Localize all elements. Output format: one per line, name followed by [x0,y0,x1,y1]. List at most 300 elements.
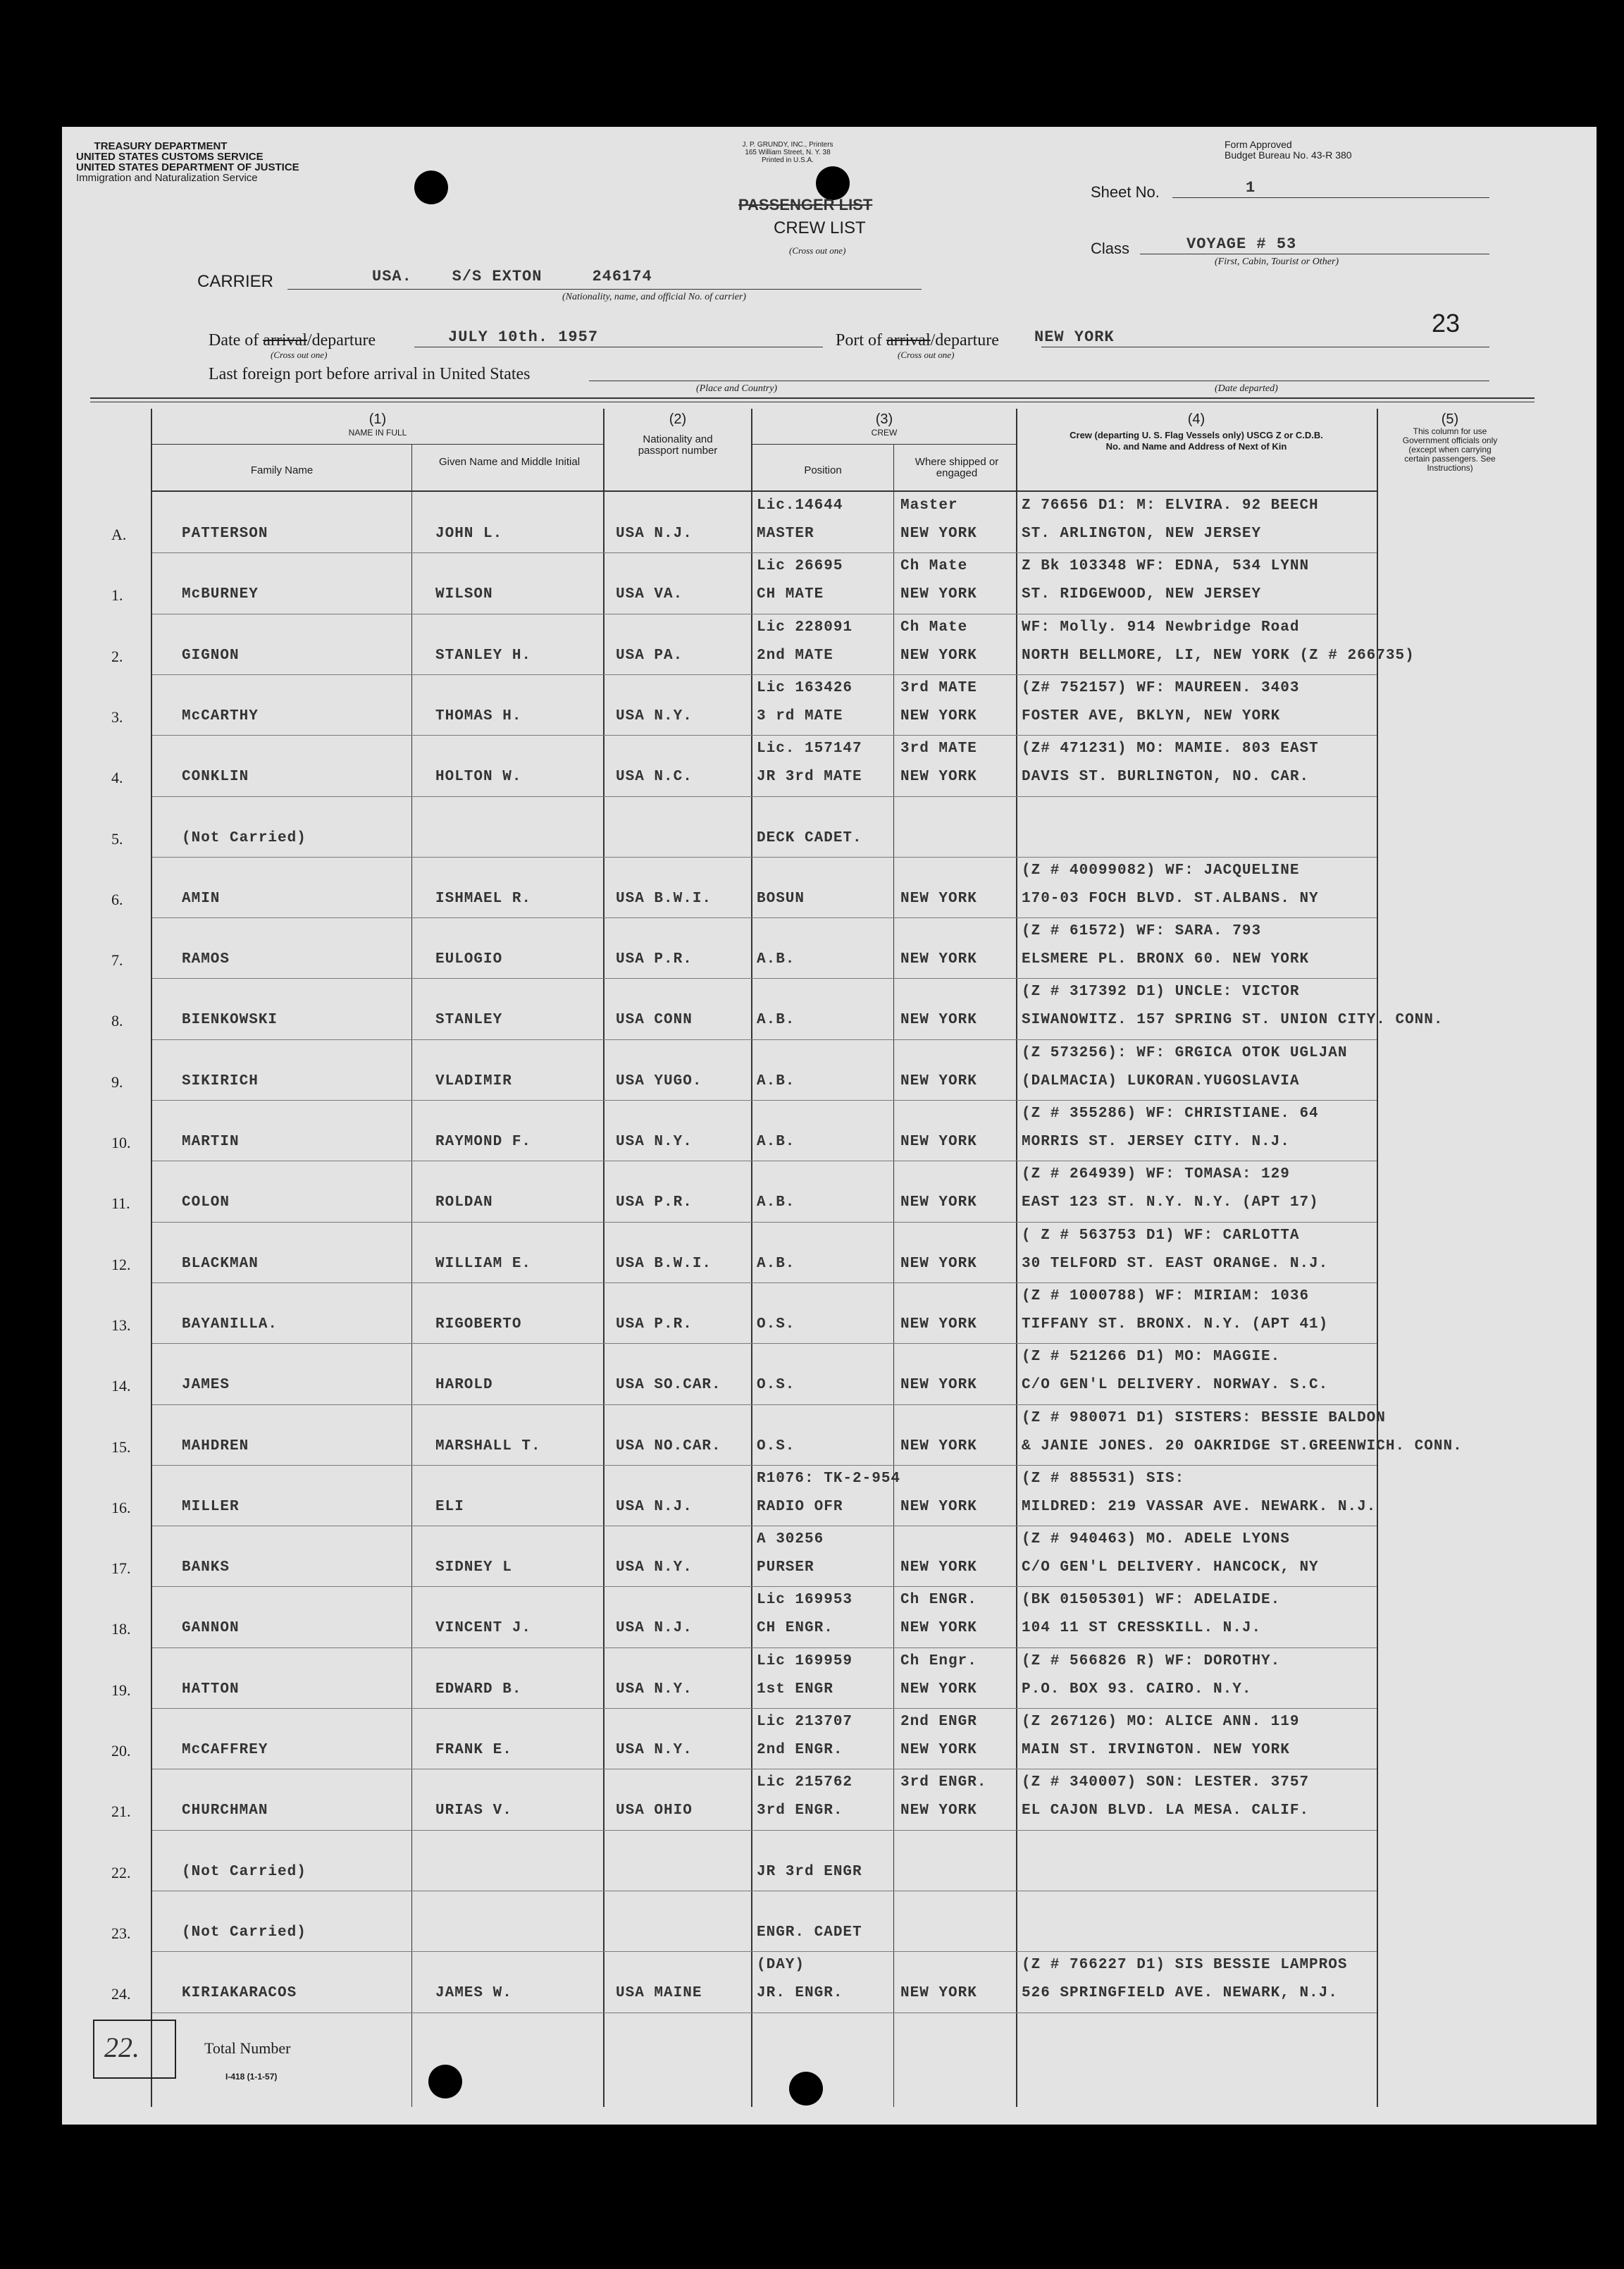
shipped-port: NEW YORK [900,647,977,664]
given-name: STANLEY [435,1012,503,1029]
row-number: 8. [111,1012,123,1030]
row-number: 17. [111,1559,131,1578]
given-name: URIAS V. [435,1803,512,1819]
shipped-port: NEW YORK [900,707,977,724]
next-of-kin-line-2: MAIN ST. IRVINGTON. NEW YORK [1022,1742,1290,1758]
document-page [62,127,1597,2125]
nationality: USA N.Y. [616,1134,693,1150]
col3-number: (3) [875,412,893,427]
row-number: 15. [111,1438,131,1456]
row-divider [152,1343,1377,1344]
nationality: USA N.J. [616,526,693,542]
row-divider [152,857,1377,858]
nationality: USA SO.CAR. [616,1377,721,1394]
license-number: Lic 213707 [757,1714,853,1730]
crew-position: A.B. [757,1072,795,1089]
col5-title: This column for use Government officials only (except when carrying certain passengers. See Instructions) [1402,426,1498,473]
license-number: Lic 228091 [757,619,853,636]
row-divider [152,1951,1377,1952]
row-number: 4. [111,769,123,787]
shipped-port: NEW YORK [900,1559,977,1576]
column-divider [411,444,412,2107]
crew-position: PURSER [757,1559,814,1576]
nationality: USA N.J. [616,1498,693,1515]
col1-number: (1) [368,412,387,427]
crew-position: 3 rd MATE [757,707,843,724]
row-number: 11. [111,1194,130,1213]
printer-line: Printed in U.S.A. [762,156,814,164]
next-of-kin-line-1: (Z# 752157) WF: MAUREEN. 3403 [1022,679,1300,696]
port-departure-text: /departure [930,331,999,350]
row-divider [152,1830,1377,1831]
sheet-label: Sheet No. [1091,183,1160,201]
next-of-kin-line-2: SIWANOWITZ. 157 SPRING ST. UNION CITY. CONN. [1022,1012,1444,1029]
last-port-label: Last foreign port before arrival in United States [209,365,531,383]
row-number: 13. [111,1316,131,1334]
given-name: EULOGIO [435,951,503,968]
row-divider [152,917,1377,918]
carrier-underline [287,289,922,290]
nationality: USA VA. [616,586,683,603]
total-value: 22. [104,2032,140,2063]
given-name: HOLTON W. [435,769,522,786]
row-number: 6. [111,890,123,908]
nationality: USA P.R. [616,1194,693,1211]
shipped-port: NEW YORK [900,1620,977,1637]
agency-line: Immigration and Naturalization Service [76,172,258,184]
shipped-port: NEW YORK [900,890,977,907]
shipped-rating: 2nd ENGR [900,1714,977,1730]
next-of-kin-line-1: WF: Molly. 914 Newbridge Road [1022,619,1300,636]
shipped-rating: Ch Mate [900,619,968,636]
column-divider [1016,409,1017,2107]
total-label: Total Number [204,2039,291,2057]
row-divider [152,735,1377,736]
col3-header [752,412,1016,438]
nationality: USA NO.CAR. [616,1438,721,1454]
nationality: USA MAINE [616,1985,702,2002]
next-of-kin-line-1: (Z # 1000788) WF: MIRIAM: 1036 [1022,1287,1310,1304]
col4-title: Crew (departing U. S. Flag Vessels only) USCG Z or C.D.B. No. and Name and Address of Next of Kin [1070,430,1323,452]
cross-out-note: (Cross out one) [271,350,328,360]
next-of-kin-line-1: (Z 573256): WF: GRGICA OTOK UGLJAN [1022,1044,1348,1061]
crew-position: O.S. [757,1377,795,1394]
next-of-kin-line-2: ELSMERE PL. BRONX 60. NEW YORK [1022,951,1310,968]
family-name: JAMES [182,1377,230,1394]
shipped-port: NEW YORK [900,769,977,786]
nationality: USA N.Y. [616,707,693,724]
next-of-kin-line-2: ST. RIDGEWOOD, NEW JERSEY [1022,586,1262,603]
row-number: 18. [111,1620,131,1638]
col3b-header: Where shipped or engaged [915,456,999,479]
row-number: 20. [111,1742,131,1760]
col2-number: (2) [669,412,687,427]
row-divider [152,796,1377,797]
row-number: 1. [111,586,123,605]
next-of-kin-line-2: 170-03 FOCH BLVD. ST.ALBANS. NY [1022,890,1319,907]
license-number: Lic 215762 [757,1774,853,1791]
crew-position: A.B. [757,1012,795,1029]
col1-title: NAME IN FULL [348,428,407,438]
crew-position: O.S. [757,1316,795,1333]
family-name: BAYANILLA. [182,1316,278,1333]
next-of-kin-line-1: (Z # 264939) WF: TOMASA: 129 [1022,1166,1290,1183]
header-bottom-rule [151,490,1377,492]
crew-position: A.B. [757,1255,795,1272]
nationality: USA P.R. [616,1316,693,1333]
given-name: FRANK E. [435,1742,512,1758]
row-number: 19. [111,1681,131,1699]
next-of-kin-line-2: P.O. BOX 93. CAIRO. N.Y. [1022,1681,1252,1698]
crew-position: A.B. [757,951,795,968]
row-divider [152,552,1377,553]
license-number: Lic 163426 [757,679,853,696]
nationality: USA OHIO [616,1803,693,1819]
stamp-number: 23 [1432,309,1461,338]
next-of-kin-line-1: (Z# 471231) MO: MAMIE. 803 EAST [1022,741,1319,758]
family-name: (Not Carried) [182,1924,306,1941]
col1-header [152,412,603,438]
given-name: ROLDAN [435,1194,493,1211]
nationality: USA CONN [616,1012,693,1029]
shipped-port: NEW YORK [900,1681,977,1698]
family-name: (Not Carried) [182,829,306,846]
family-name: HATTON [182,1681,240,1698]
next-of-kin-line-1: Z 76656 D1: M: ELVIRA. 92 BEECH [1022,497,1319,514]
row-divider [152,1100,1377,1101]
family-name: MILLER [182,1498,240,1515]
table-top-rule [90,397,1535,399]
shipped-rating: Ch Engr. [900,1652,977,1669]
next-of-kin-line-2: 526 SPRINGFIELD AVE. NEWARK, N.J. [1022,1985,1338,2002]
nationality: USA YUGO. [616,1072,702,1089]
col3a-header: Position [804,464,842,476]
sheet-underline [1172,197,1489,198]
header-sub-rule [152,444,603,445]
next-of-kin-line-1: (Z 267126) MO: ALICE ANN. 119 [1022,1714,1300,1730]
carrier-note: (Nationality, name, and official No. of carrier) [562,292,746,302]
next-of-kin-line-2: 30 TELFORD ST. EAST ORANGE. N.J. [1022,1255,1329,1272]
license-number: Lic 169953 [757,1592,853,1609]
license-number: (DAY) [757,1957,805,1974]
next-of-kin-line-2: NORTH BELLMORE, LI, NEW YORK (Z # 266735) [1022,647,1415,664]
col2-title: Nationality and passport number [638,433,718,457]
row-divider [152,1039,1377,1040]
sheet-value: 1 [1246,179,1256,197]
row-number: 2. [111,647,123,665]
shipped-port: NEW YORK [900,1194,977,1211]
shipped-rating: Ch ENGR. [900,1592,977,1609]
date-label [209,331,376,350]
total-box [93,2020,176,2079]
next-of-kin-line-1: (Z # 40099082) WF: JACQUELINE [1022,862,1300,879]
next-of-kin-line-2: & JANIE JONES. 20 OAKRIDGE ST.GREENWICH. CONN. [1022,1438,1463,1454]
shipped-port: NEW YORK [900,951,977,968]
shipped-port: NEW YORK [900,1134,977,1150]
given-name: JAMES W. [435,1985,512,2002]
family-name: KIRIAKARACOS [182,1985,297,2002]
agency-line: TREASURY DEPARTMENT [94,140,228,152]
row-divider [152,1465,1377,1466]
nationality: USA N.Y. [616,1681,693,1698]
shipped-port: NEW YORK [900,586,977,603]
license-number: Lic. 157147 [757,741,862,758]
cross-out-note: (Cross out one) [789,245,846,256]
given-name: VLADIMIR [435,1072,512,1089]
row-divider [152,1586,1377,1587]
license-number: A 30256 [757,1531,824,1548]
shipped-rating: Ch Mate [900,558,968,575]
row-number: A. [111,526,127,543]
family-name: BIENKOWSKI [182,1012,278,1029]
next-of-kin-line-1: (Z # 317392 D1) UNCLE: VICTOR [1022,984,1300,1001]
license-number: R1076: TK-2-954 [757,1470,901,1487]
next-of-kin-line-1: (Z # 355286) WF: CHRISTIANE. 64 [1022,1106,1319,1122]
family-name: MAHDREN [182,1438,249,1454]
shipped-port: NEW YORK [900,1012,977,1029]
column-divider [151,409,152,2107]
given-name: RIGOBERTO [435,1316,522,1333]
column-divider [603,409,605,2107]
column-divider [751,409,752,2107]
shipped-rating: 3rd ENGR. [900,1774,987,1791]
col2-header [605,412,751,457]
column-divider [893,444,894,2107]
nationality: USA P.R. [616,951,693,968]
date-label-text: Date of [209,331,259,350]
next-of-kin-line-2: EAST 123 ST. N.Y. N.Y. (APT 17) [1022,1194,1319,1211]
given-name: WILSON [435,586,493,603]
col1b-header: Given Name and Middle Initial [438,456,581,468]
given-name: STANLEY H. [435,647,532,664]
family-name: SIKIRICH [182,1072,259,1089]
family-name: CHURCHMAN [182,1803,268,1819]
next-of-kin-line-2: (DALMACIA) LUKORAN.YUGOSLAVIA [1022,1072,1300,1089]
family-name: BANKS [182,1559,230,1576]
shipped-port: NEW YORK [900,1742,977,1758]
carrier-label: CARRIER [197,272,274,291]
crew-position: 3rd ENGR. [757,1803,843,1819]
crew-position: 2nd MATE [757,647,833,664]
date-departed-note: (Date departed) [1215,383,1278,394]
place-note: (Place and Country) [696,383,778,394]
form-number: I-418 (1-1-57) [225,2072,278,2082]
next-of-kin-line-2: FOSTER AVE, BKLYN, NEW YORK [1022,707,1281,724]
shipped-port: NEW YORK [900,1072,977,1089]
date-departure-text: /departure [306,331,376,350]
row-number: 10. [111,1134,131,1151]
given-name: ISHMAEL R. [435,890,532,907]
next-of-kin-line-2: MORRIS ST. JERSEY CITY. N.J. [1022,1134,1290,1150]
row-divider [152,1222,1377,1223]
next-of-kin-line-1: (Z # 340007) SON: LESTER. 3757 [1022,1774,1310,1791]
row-number: 23. [111,1924,131,1942]
row-number: 3. [111,707,123,726]
given-name: EDWARD B. [435,1681,522,1698]
next-of-kin-line-1: (Z # 885531) SIS: [1022,1470,1185,1487]
family-name: RAMOS [182,951,230,968]
nationality: USA N.J. [616,1620,693,1637]
port-value: NEW YORK [1034,328,1115,346]
row-number: 12. [111,1255,131,1273]
family-name: CONKLIN [182,769,249,786]
approval-line: Budget Bureau No. 43-R 380 [1225,149,1352,161]
family-name: McBURNEY [182,586,259,603]
shipped-rating: Master [900,497,958,514]
port-label [836,331,999,350]
nationality: USA B.W.I. [616,890,712,907]
given-name: SIDNEY L [435,1559,512,1576]
next-of-kin-line-1: (Z # 766227 D1) SIS BESSIE LAMPROS [1022,1957,1348,1974]
next-of-kin-line-2: TIFFANY ST. BRONX. N.Y. (APT 41) [1022,1316,1329,1333]
next-of-kin-line-2: DAVIS ST. BURLINGTON, NO. CAR. [1022,769,1310,786]
next-of-kin-line-2: ST. ARLINGTON, NEW JERSEY [1022,526,1262,542]
given-name: VINCENT J. [435,1620,532,1637]
approval-block [1225,140,1352,161]
given-name: ELI [435,1498,464,1515]
family-name: GIGNON [182,647,240,664]
family-name: AMIN [182,890,221,907]
row-number: 5. [111,829,123,848]
port-label-text: Port of [836,331,882,350]
shipped-port: NEW YORK [900,1985,977,2002]
cross-out-note: (Cross out one) [898,350,955,360]
nationality: USA N.C. [616,769,693,786]
next-of-kin-line-1: (Z # 61572) WF: SARA. 793 [1022,923,1262,940]
row-number: 16. [111,1498,131,1516]
row-divider [152,1282,1377,1283]
printer-line: 165 William Street, N. Y. 38 [745,149,831,156]
row-divider [152,674,1377,675]
row-divider [152,1404,1377,1405]
next-of-kin-line-1: (Z # 521266 D1) MO: MAGGIE. [1022,1349,1281,1366]
class-note: (First, Cabin, Tourist or Other) [1215,256,1339,267]
row-number: 14. [111,1377,131,1395]
family-name: (Not Carried) [182,1863,306,1880]
given-name: RAYMOND F. [435,1134,532,1150]
port-arrival-struck: arrival [886,331,931,350]
license-number: Lic 169959 [757,1652,853,1669]
punch-hole [816,166,850,200]
row-number: 21. [111,1803,131,1821]
agency-line: UNITED STATES CUSTOMS SERVICE [76,151,264,163]
printer-line: J. P. GRUNDY, INC., Printers [742,141,833,149]
shipped-port: NEW YORK [900,1498,977,1515]
nationality: USA PA. [616,647,683,664]
shipped-port: NEW YORK [900,1438,977,1454]
col5-header [1380,412,1520,473]
shipped-port: NEW YORK [900,526,977,542]
punch-hole [789,2072,823,2106]
given-name: WILLIAM E. [435,1255,532,1272]
printer-block [710,141,865,164]
row-number: 9. [111,1072,123,1091]
crew-position: JR 3rd MATE [757,769,862,786]
family-name: COLON [182,1194,230,1211]
next-of-kin-line-1: (BK 01505301) WF: ADELAIDE. [1022,1592,1281,1609]
crew-position: A.B. [757,1134,795,1150]
shipped-rating: 3rd MATE [900,679,977,696]
given-name: THOMAS H. [435,707,522,724]
next-of-kin-line-1: (Z # 940463) MO. ADELE LYONS [1022,1531,1290,1548]
punch-hole [428,2065,462,2098]
next-of-kin-line-2: EL CAJON BLVD. LA MESA. CALIF. [1022,1803,1310,1819]
given-name: MARSHALL T. [435,1438,541,1454]
crew-position: JR 3rd ENGR [757,1863,862,1880]
col4-number: (4) [1187,412,1205,427]
nationality: USA N.Y. [616,1559,693,1576]
family-name: BLACKMAN [182,1255,259,1272]
crew-position: MASTER [757,526,814,542]
crew-position: A.B. [757,1194,795,1211]
crew-position: BOSUN [757,890,805,907]
passenger-list-title: PASSENGER LIST [738,196,873,214]
row-number: 24. [111,1985,131,2003]
next-of-kin-line-2: C/O GEN'L DELIVERY. NORWAY. S.C. [1022,1377,1329,1394]
header-sub-rule [752,444,1016,445]
date-arrival-struck: arrival [263,331,307,350]
given-name: HAROLD [435,1377,493,1394]
crew-position: JR. ENGR. [757,1985,843,2002]
approval-line: Form Approved [1225,139,1292,150]
row-divider [152,1708,1377,1709]
crew-position: CH MATE [757,586,824,603]
next-of-kin-line-1: ( Z # 563753 D1) WF: CARLOTTA [1022,1227,1300,1244]
col5-number: (5) [1441,412,1459,427]
family-name: PATTERSON [182,526,268,542]
col1a-header: Family Name [250,464,314,476]
class-value: VOYAGE # 53 [1186,235,1297,253]
license-number: Lic.14644 [757,497,843,514]
row-divider [152,978,1377,979]
license-number: Lic 26695 [757,558,843,575]
shipped-port: NEW YORK [900,1316,977,1333]
next-of-kin-line-2: 104 11 ST CRESSKILL. N.J. [1022,1620,1262,1637]
crew-position: O.S. [757,1438,795,1454]
crew-position: 1st ENGR [757,1681,833,1698]
date-value: JULY 10th. 1957 [448,328,599,346]
row-number: 7. [111,951,123,970]
carrier-value: USA. S/S EXTON 246174 [372,268,652,285]
crew-position: CH ENGR. [757,1620,833,1637]
shipped-port: NEW YORK [900,1255,977,1272]
given-name: JOHN L. [435,526,503,542]
row-number: 22. [111,1863,131,1881]
next-of-kin-line-2: MILDRED: 219 VASSAR AVE. NEWARK. N.J. [1022,1498,1377,1515]
agency-block [76,140,299,184]
agency-line: UNITED STATES DEPARTMENT OF JUSTICE [76,161,299,173]
row-divider [152,1647,1377,1648]
punch-hole [414,171,448,204]
next-of-kin-line-1: (Z # 566826 R) WF: DOROTHY. [1022,1652,1281,1669]
col4-header [1020,412,1372,452]
shipped-port: NEW YORK [900,1377,977,1394]
next-of-kin-line-1: Z Bk 103348 WF: EDNA, 534 LYNN [1022,558,1310,575]
family-name: McCARTHY [182,707,259,724]
shipped-rating: 3rd MATE [900,741,977,758]
family-name: McCAFFREY [182,1742,268,1758]
family-name: MARTIN [182,1134,240,1150]
crew-position: ENGR. CADET [757,1924,862,1941]
crew-list-title: CREW LIST [774,218,866,237]
crew-position: RADIO OFR [757,1498,843,1515]
family-name: GANNON [182,1620,240,1637]
col3-title: CREW [871,428,898,438]
nationality: USA B.W.I. [616,1255,712,1272]
shipped-port: NEW YORK [900,1803,977,1819]
next-of-kin-line-2: C/O GEN'L DELIVERY. HANCOCK, NY [1022,1559,1319,1576]
nationality: USA N.Y. [616,1742,693,1758]
